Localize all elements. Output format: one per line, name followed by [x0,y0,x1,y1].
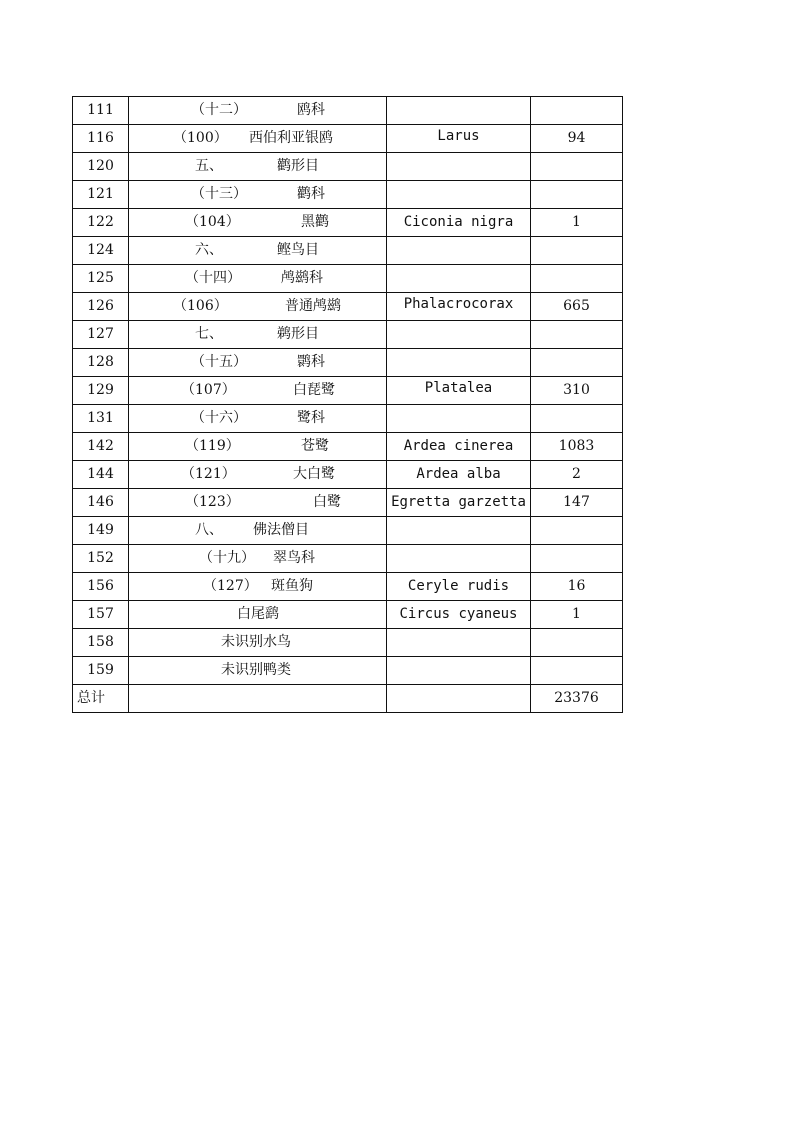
name-cell [129,573,387,601]
count-value: 1 [531,209,623,237]
order-label: 五、 [195,158,223,174]
chinese-name: 翠鸟科 [273,550,315,566]
latin-name: Ciconia nigra [387,209,531,237]
table-row [73,265,623,293]
name-cell [129,153,387,181]
table-row [73,97,623,125]
total-label: 总计 [73,685,129,713]
order-label: （十五） [191,354,247,370]
name-cell [129,601,387,629]
order-label: （100） [173,130,228,146]
name-cell [129,321,387,349]
count-value [531,657,623,685]
table-row [73,181,623,209]
count-value: 2 [531,461,623,489]
chinese-name: 普通鸬鹚 [285,298,341,314]
order-label: 七、 [195,326,223,342]
name-cell [129,181,387,209]
table-row [73,461,623,489]
latin-name: Platalea [387,377,531,405]
name-cell [129,433,387,461]
latin-name [387,237,531,265]
count-value [531,545,623,573]
latin-name [387,321,531,349]
total-count: 23376 [531,685,623,713]
count-value: 94 [531,125,623,153]
latin-name [387,265,531,293]
row-number: 121 [73,181,129,209]
order-label: （106） [173,298,228,314]
count-value: 1 [531,601,623,629]
latin-name: Egretta garzetta [387,489,531,517]
order-label: （123） [185,494,240,510]
table-row [73,517,623,545]
chinese-name: 鹭科 [297,410,325,426]
name-cell [129,237,387,265]
latin-name [387,405,531,433]
table-row [73,237,623,265]
table-row [73,321,623,349]
count-value [531,181,623,209]
row-number: 142 [73,433,129,461]
count-value [531,321,623,349]
chinese-name: 西伯利亚银鸥 [249,130,333,146]
row-number: 128 [73,349,129,377]
row-number: 149 [73,517,129,545]
latin-name: Circus cyaneus [387,601,531,629]
table-row [73,601,623,629]
row-number: 120 [73,153,129,181]
row-number: 146 [73,489,129,517]
empty-cell [387,685,531,713]
table-row [73,657,623,685]
order-label: （十四） [185,270,241,286]
chinese-name: 未识别鸭类 [221,662,291,678]
count-value: 16 [531,573,623,601]
latin-name [387,349,531,377]
row-number: 158 [73,629,129,657]
table-row [73,125,623,153]
row-number: 125 [73,265,129,293]
chinese-name: 未识别水鸟 [221,634,291,650]
count-value: 147 [531,489,623,517]
row-number: 156 [73,573,129,601]
chinese-name: 鹈形目 [277,326,319,342]
order-label: （十二） [191,102,247,118]
row-number: 124 [73,237,129,265]
row-number: 144 [73,461,129,489]
row-number: 116 [73,125,129,153]
table-row [73,433,623,461]
count-value [531,405,623,433]
row-number: 159 [73,657,129,685]
name-cell [129,461,387,489]
order-label: （十三） [191,186,247,202]
empty-cell [129,685,387,713]
count-value [531,517,623,545]
chinese-name: 苍鹭 [301,438,329,454]
chinese-name: 白尾鹞 [237,606,279,622]
name-cell [129,489,387,517]
chinese-name: 鲣鸟目 [277,242,319,258]
count-value [531,237,623,265]
order-label: （十六） [191,410,247,426]
chinese-name: 白鹭 [313,494,341,510]
order-label: （104） [185,214,240,230]
name-cell [129,657,387,685]
bird-count-table [72,96,623,713]
row-number: 126 [73,293,129,321]
order-label: （十九） [199,550,255,566]
count-value [531,629,623,657]
chinese-name: 鸬鹚科 [281,270,323,286]
chinese-name: 鹮科 [297,354,325,370]
name-cell [129,377,387,405]
latin-name [387,545,531,573]
chinese-name: 鹳科 [297,186,325,202]
count-value: 310 [531,377,623,405]
latin-name: Ceryle rudis [387,573,531,601]
latin-name [387,629,531,657]
latin-name: Phalacrocorax [387,293,531,321]
chinese-name: 斑鱼狗 [271,578,313,594]
row-number: 129 [73,377,129,405]
count-value [531,153,623,181]
table-row [73,209,623,237]
table-row [73,629,623,657]
count-value [531,349,623,377]
name-cell [129,209,387,237]
latin-name [387,657,531,685]
latin-name: Larus [387,125,531,153]
row-number: 111 [73,97,129,125]
name-cell [129,293,387,321]
latin-name [387,517,531,545]
order-label: 八、 [195,522,223,538]
order-label: （119） [185,438,240,454]
order-label: （107） [181,382,236,398]
name-cell [129,517,387,545]
order-label: 六、 [195,242,223,258]
table-row [73,405,623,433]
row-number: 122 [73,209,129,237]
name-cell [129,629,387,657]
order-label: （121） [181,466,236,482]
chinese-name: 佛法僧目 [253,522,309,538]
table-row [73,349,623,377]
name-cell [129,125,387,153]
order-label: （127） [203,578,258,594]
chinese-name: 黑鹳 [301,214,329,230]
count-value [531,265,623,293]
latin-name [387,181,531,209]
chinese-name: 大白鹭 [293,466,335,482]
count-value: 1083 [531,433,623,461]
chinese-name: 鸥科 [297,102,325,118]
latin-name [387,153,531,181]
latin-name [387,97,531,125]
name-cell [129,405,387,433]
count-value [531,97,623,125]
row-number: 127 [73,321,129,349]
table-row [73,545,623,573]
latin-name: Ardea cinerea [387,433,531,461]
name-cell [129,97,387,125]
name-cell [129,265,387,293]
name-cell [129,545,387,573]
table-row [73,377,623,405]
row-number: 131 [73,405,129,433]
table-row [73,573,623,601]
table-row [73,293,623,321]
table-row [73,489,623,517]
count-value: 665 [531,293,623,321]
row-number: 157 [73,601,129,629]
chinese-name: 鹳形目 [277,158,319,174]
total-row [73,685,623,713]
table-body [73,97,623,713]
row-number: 152 [73,545,129,573]
table-row [73,153,623,181]
chinese-name: 白琵鹭 [293,382,335,398]
name-cell [129,349,387,377]
latin-name: Ardea alba [387,461,531,489]
